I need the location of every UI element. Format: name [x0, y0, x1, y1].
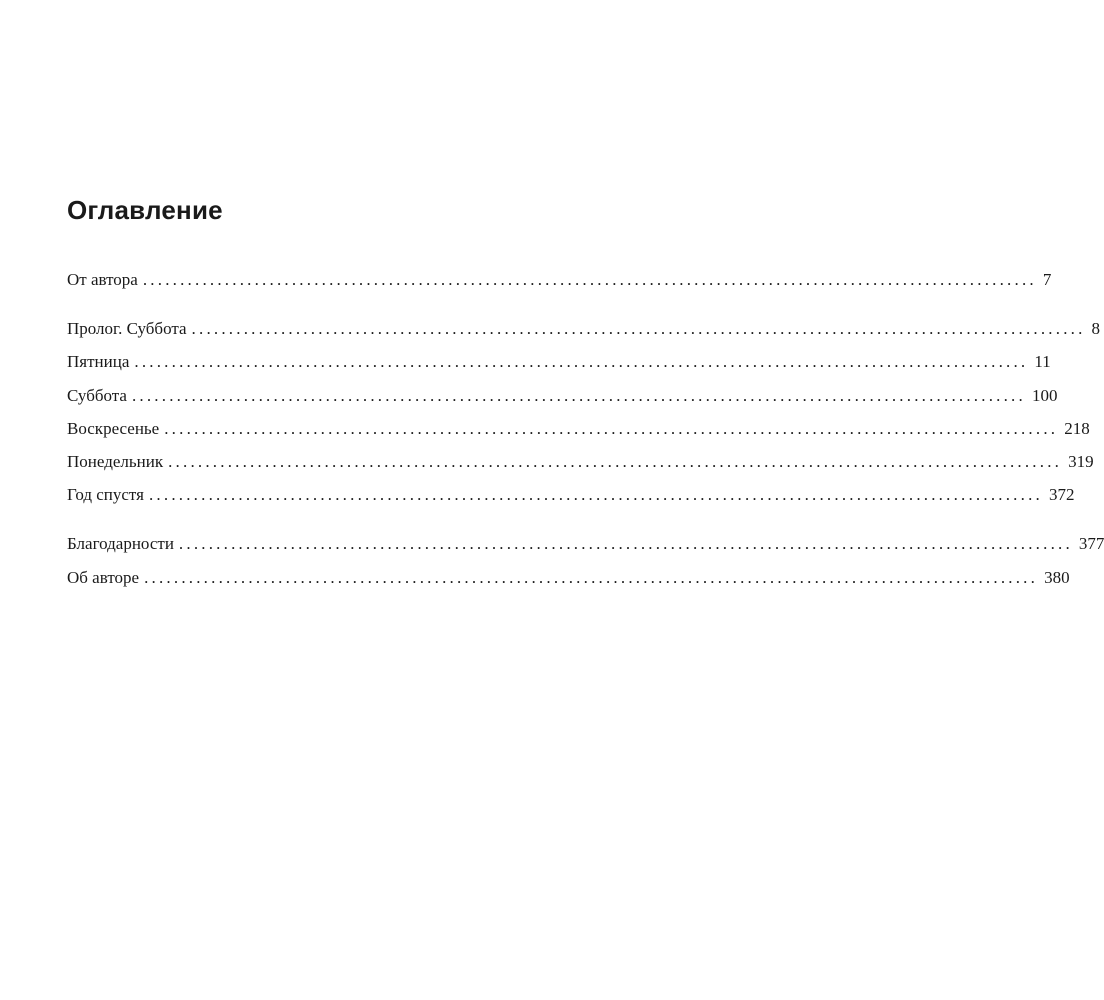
- dot-leader: ........................................................................................................................: [164, 418, 1059, 438]
- toc-entry[interactable]: [67, 263, 1052, 296]
- toc-entry-page-number: 100: [1031, 385, 1058, 405]
- toc-entry-page-number: 372: [1048, 485, 1075, 505]
- toc-entry[interactable]: [67, 312, 1101, 345]
- toc-entry-label: Об авторе: [67, 567, 140, 587]
- page-title: Оглавление: [67, 195, 223, 225]
- dot-leader: ........................................................................................................................: [191, 319, 1086, 339]
- toc-entry-page-number: 319: [1068, 451, 1094, 471]
- toc-group-front-matter: [67, 263, 1052, 296]
- dot-leader: ........................................................................................................................: [168, 451, 1063, 471]
- toc-entry[interactable]: [67, 561, 1070, 594]
- toc-entry[interactable]: [67, 478, 1075, 511]
- toc-entry[interactable]: [67, 345, 1051, 378]
- toc-group-chapters: [67, 312, 1101, 511]
- toc-entry-page-number: 11: [1034, 352, 1051, 372]
- toc-entry[interactable]: [67, 445, 1094, 478]
- toc-entry[interactable]: [67, 412, 1090, 445]
- toc-entry-label: Пятница: [67, 352, 130, 372]
- toc-entry-label: Воскресенье: [67, 418, 160, 438]
- dot-leader: ........................................................................................................................: [134, 352, 1029, 372]
- toc-entry-page-number: 380: [1044, 567, 1070, 587]
- toc-entry-label: Пролог. Суббота: [67, 319, 187, 339]
- toc-entry-label: От автора: [67, 270, 138, 289]
- toc-entry-page-number: 8: [1091, 319, 1101, 339]
- toc-group-back-matter: [67, 527, 1104, 593]
- toc-entry-label: Год спустя: [67, 485, 144, 505]
- dot-leader: ........................................................................................................................: [131, 385, 1026, 405]
- toc-entry-label: Суббота: [67, 385, 127, 405]
- toc-entry-page-number: 7: [1042, 270, 1052, 289]
- table-of-contents: [67, 192, 1104, 610]
- toc-entry[interactable]: [67, 379, 1058, 412]
- toc-entry-page-number: 218: [1064, 418, 1090, 438]
- dot-leader: ........................................................................................................................: [178, 534, 1073, 554]
- toc-entry-page-number: 377: [1078, 534, 1104, 554]
- dot-leader: ........................................................................................................................: [148, 485, 1043, 505]
- dot-leader: ........................................................................................................................: [144, 567, 1039, 587]
- dot-leader: ........................................................................................................................: [142, 270, 1037, 289]
- toc-entry[interactable]: [67, 527, 1104, 560]
- toc-entry-label: Понедельник: [67, 451, 164, 471]
- toc-entry-label: Благодарности: [67, 534, 174, 554]
